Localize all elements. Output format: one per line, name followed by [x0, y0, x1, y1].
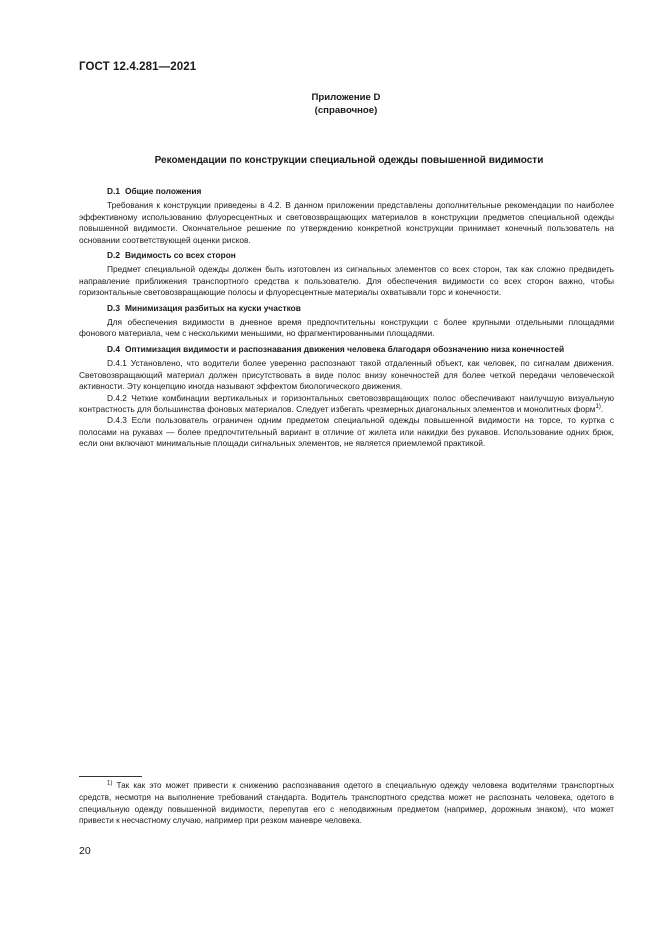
sentence-end: . — [600, 403, 604, 414]
section-number: D.4 — [107, 343, 120, 354]
footnote — [79, 780, 614, 827]
appendix-heading — [246, 91, 446, 117]
section-number: D.2 — [107, 250, 120, 261]
footnote-reference[interactable]: 1) — [595, 404, 601, 411]
section-title: Минимизация разбитых на куски участков — [124, 302, 301, 313]
section-heading-d1 — [79, 186, 614, 197]
appendix-body — [79, 186, 614, 450]
section-number: D.3 — [107, 302, 120, 313]
paragraph: Предмет специальной одежды должен быть изготовлен из сигнальных элементов со всех сторон, так как сложно предвидеть направление приближения транспортного средства к пользователю. Для обеспечения видимости со всех сторон важно, чтобы горизонтальные световозвращающие полосы и флуоресцентные материалы охватывали торс и конечности. — [79, 264, 614, 298]
section-title: Оптимизация видимости и распознавания движения человека благодаря обозначению низа конечностей — [124, 343, 565, 354]
document-code: ГОСТ 12.4.281—2021 — [79, 61, 197, 73]
section-title: Видимость со всех сторон — [124, 250, 236, 261]
footnote-text: Так как это может привести к снижению распознавания одетого в специальную одежду человека водителями транспортных средств, несмотря на выполнение требований стандарта. Водитель транспортного средства может не распознать человека, одетого в специальную одежду повышенной видимости, перепутав его с неподвижным предметом (например, дорожным знаком), что может привести к несчастному случаю, например при резком маневре человека. — [79, 781, 614, 826]
appendix-label: Приложение D — [311, 92, 381, 103]
section-number: D.1 — [107, 186, 120, 196]
appendix-title: Рекомендации по конструкции специальной одежды повышенной видимости — [154, 155, 544, 166]
paragraph: D.4.1 Установлено, что водители более уверенно распознают такой отдаленный объект, как человек, по сигналам движения. Световозвращающий материал должен присутствовать в виде полос внизу конечностей для более четкой передачи человеческой активности. Эту концепцию иногда называют эффектом биологического движения. — [79, 358, 614, 392]
paragraph: Для обеспечения видимости в дневное время предпочтительны конструкции с более крупными отдельными площадями фонового материала, чем с несколькими меньшими, но фрагментированными площадями. — [79, 317, 614, 339]
footnote-separator — [79, 776, 142, 777]
footnote-mark: 1) — [107, 780, 113, 787]
section-heading-d2 — [79, 250, 614, 261]
section-heading-d4 — [79, 344, 614, 355]
paragraph: D.4.3 Если пользователь ограничен одним предметом специальной одежды повышенной видимости на торсе, то куртка с полосами на рукавах — более предпочтительный вариант в отличие от жилета или накидки без рукавов. Использование одних брюк, если они включают минимальные площади сигнальных элементов, не является приемлемой практикой. — [79, 415, 614, 449]
page-number: 20 — [79, 845, 91, 857]
paragraph — [79, 393, 614, 416]
section-title: Общие положения — [124, 186, 202, 196]
paragraph: Требования к конструкции приведены в 4.2. В данном приложении представлены дополнительные рекомендации по наиболее эффективному использованию флуоресцентных и световозвращающих материалов в конструкции предметов специальной одежды повышенной видимости. Окончательное решение по утверждению конкретной конструкции принимает конечный пользователь на основании соответствующей оценки рисков. — [79, 200, 614, 245]
appendix-kind: (справочное) — [314, 105, 378, 116]
section-heading-d3 — [79, 303, 614, 314]
paragraph-text: D.4.2 Четкие комбинации вертикальных и горизонтальных световозвращающих полос обеспечивают наилучшую визуальную контрастность для большинства фоновых материалов. Следует избегать чрезмерных диагональных элементов и монолитных форм — [79, 392, 614, 414]
